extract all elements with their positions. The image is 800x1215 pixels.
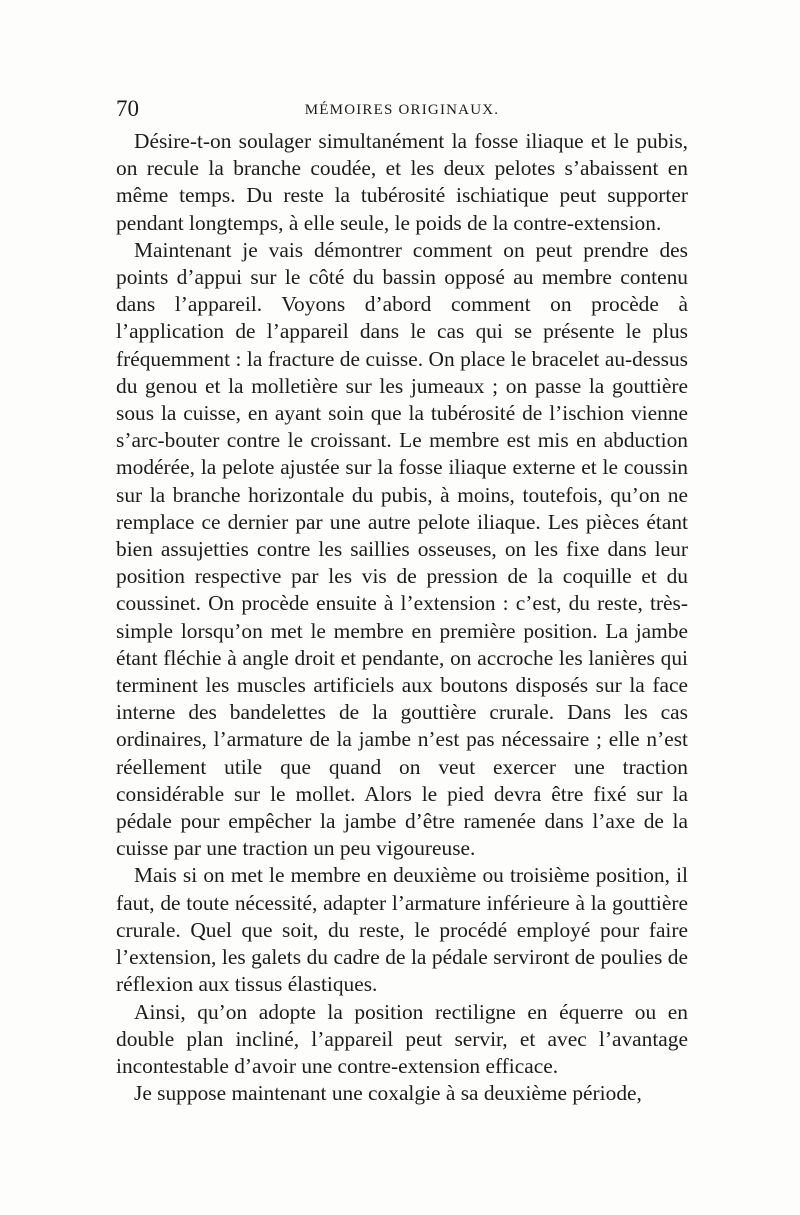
paragraph: Je suppose maintenant une coxalgie à sa deuxième période, [134, 1081, 642, 1106]
body-text [116, 128, 688, 1107]
page-number: 70 [116, 96, 139, 121]
paragraph: Ainsi, qu’on adopte la position rectiligne en équerre ou en double plan incliné, l’appareil peut servir, et avec l’avantage incontestable d’avoir une contre-extension efficace. [116, 999, 688, 1078]
paragraph: Mais si on met le membre en deuxième ou troisième position, il faut, de toute nécessité, adapter l’armature inférieure à la gouttière crurale. Quel que soit, du reste, le procédé employé pour faire l’extension, les galets du cadre de la pédale serviront de poulies de réflexion aux tissus élastiques. [116, 863, 688, 997]
running-title: MÉMOIRES ORIGINAUX. [304, 102, 500, 118]
paragraph: Désire-t-on soulager simultanément la fosse iliaque et le pubis, on recule la branche coudée, et les deux pelotes s’abaissent en même temps. Du reste la tubérosité ischiatique peut supporter pendant longtemps, à elle seule, le poids de la contre-extension. [116, 129, 688, 235]
page-header [116, 96, 688, 126]
paragraph: Maintenant je vais démontrer comment on peut prendre des points d’appui sur le côté du bassin opposé au membre contenu dans l’appareil. Voyons d’abord comment on procède à l’application de l’appareil dans le cas qui se présente le plus fréquemment : la fracture de cuisse. On place le bracelet au-dessus du genou et la molletière sur les jumeaux ; on passe la gouttière sous la cuisse, en ayant soin que la tubérosité de l’ischion vienne s’arc-bouter contre le croissant. Le membre est mis en abduction modérée, la pelote ajustée sur la fosse iliaque externe et le coussin sur la branche horizontale du pubis, à moins, toutefois, qu’on ne remplace ce dernier par une autre pelote iliaque. Les pièces étant bien assujetties contre les saillies osseuses, on les fixe dans leur position respective par les vis de pression de la coquille et du coussinet. On procède ensuite à l’extension : c’est, du reste, très-simple lorsqu’on met le membre en première position. La jambe étant fléchie à angle droit et pendante, on accroche les lanières qui terminent les muscles artificiels aux boutons disposés sur la face interne des bandelettes de la gouttière crurale. Dans les cas ordinaires, l’armature de la jambe n’est pas nécessaire ; elle n’est réellement utile que quand on veut exercer une traction considérable sur le mollet. Alors le pied devra être fixé sur la pédale pour empêcher la jambe d’être ramenée dans l’axe de la cuisse par une traction un peu vigoureuse. [116, 237, 688, 861]
